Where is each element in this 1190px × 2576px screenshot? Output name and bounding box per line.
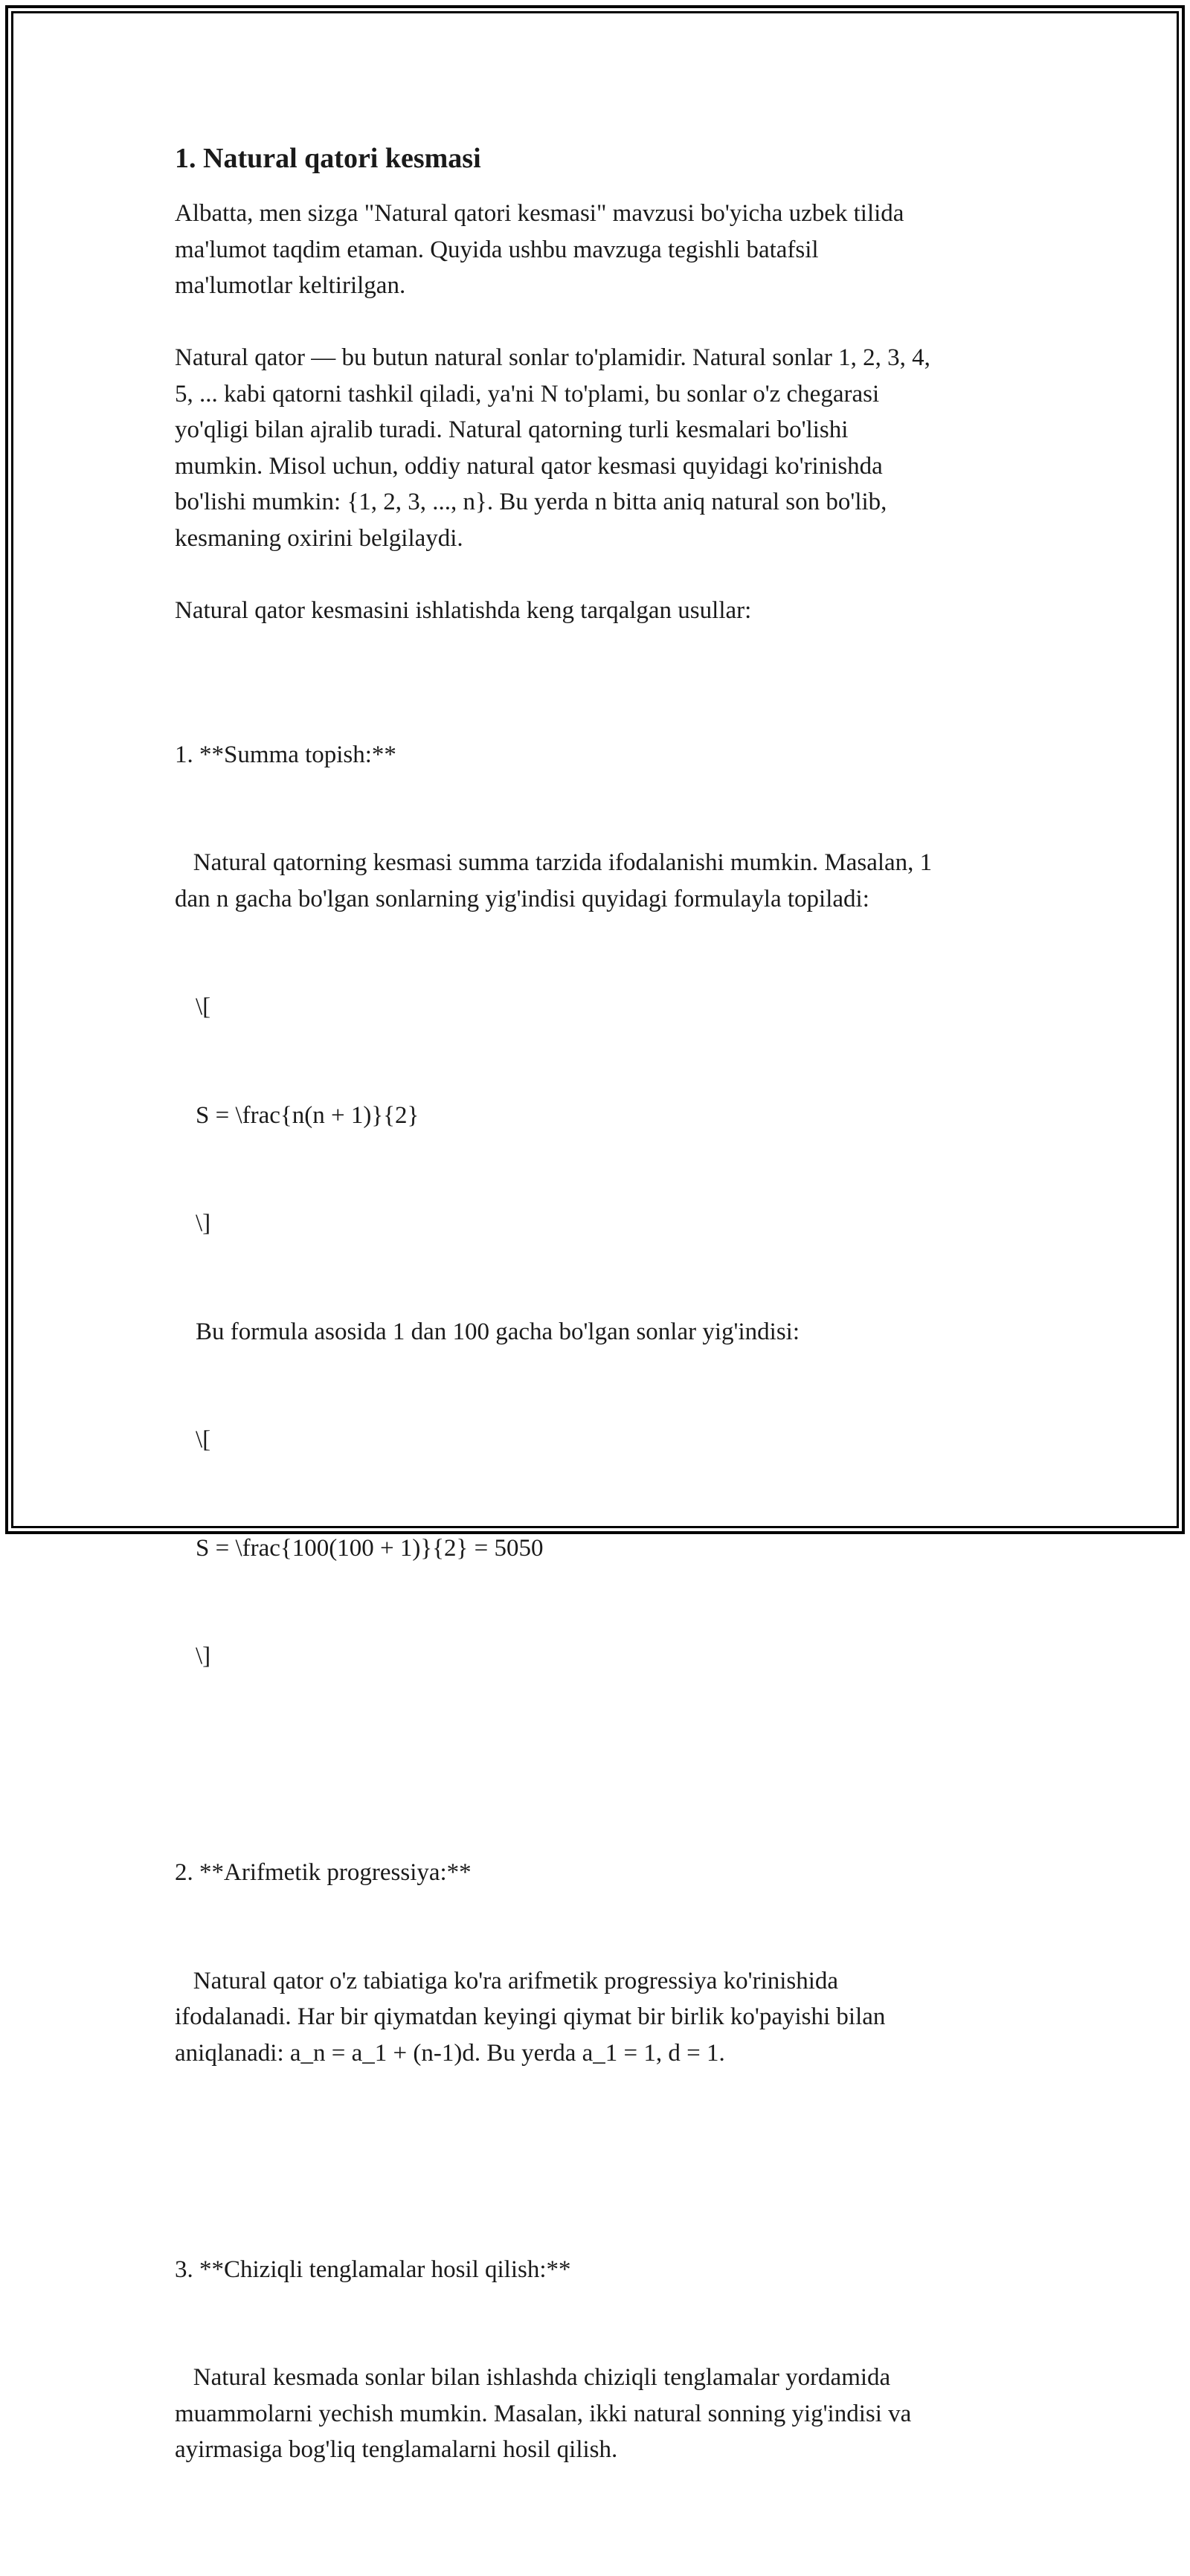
formula2-close: \] xyxy=(196,1643,211,1669)
formula1-open: \[ xyxy=(196,994,211,1020)
formula2-body: S = \frac{100(100 + 1)}{2} = 5050 xyxy=(196,1534,544,1562)
formula1-close: \] xyxy=(196,1210,211,1237)
section-summa-heading: 1. **Summa topish:** xyxy=(175,741,396,768)
section-summa xyxy=(175,665,1030,1747)
definition-paragraph: Natural qator — bu butun natural sonlar to'plamidir. Natural sonlar 1, 2, 3, 4, 5, ... kabi qatorni tashkil qiladi, ya'ni N to'plami, bu sonlar o'z chegarasi yo'qligi bilan ajralib turadi. Natural qatorning turli kesmalari bo'lishi mumkin. Misol uchun, oddiy natural qator kesmasi quyidagi ko'rinishda bo'lishi mumkin: {1, 2, 3, ..., n}. Bu yerda n bitta aniq natural son bo'lib, kesmaning oxirini belgilaydi. xyxy=(175,344,930,552)
section-chiziqli-heading: 3. **Chiziqli tenglamalar hosil qilish:** xyxy=(175,2255,571,2283)
document-body xyxy=(175,138,1030,2576)
section-summa-example-text: Bu formula asosida 1 dan 100 gacha bo'lgan sonlar yig'indisi: xyxy=(196,1318,800,1345)
section-arifmetik-heading: 2. **Arifmetik progressiya:** xyxy=(175,1859,472,1886)
intro-paragraph: Albatta, men sizga "Natural qatori kesmasi" mavzusi bo'yicha uzbek tilida ma'lumot taqdim etaman. Quyida ushbu mavzuga tegishli batafsil ma'lumotlar keltirilgan. xyxy=(175,200,904,299)
formula2-open: \[ xyxy=(196,1426,211,1453)
section-summa-text: Natural qatorning kesmasi summa tarzida ifodalanishi mumkin. Masalan, 1 dan n gacha bo'lgan sonlarning yig'indisi quyidagi formulayla topiladi: xyxy=(175,849,933,912)
formula1-body: S = \frac{n(n + 1)}{2} xyxy=(196,1101,419,1129)
section-chiziqli-text: Natural kesmada sonlar bilan ishlashda chiziqli tenglamalar yordamida muammolarni yechish mumkin. Masalan, ikki natural sonning yig'indisi va ayirmasiga bog'liq tenglamalarni hosil qilish. xyxy=(175,2364,912,2463)
methods-heading: Natural qator kesmasini ishlatishda keng tarqalgan usullar: xyxy=(175,596,752,624)
section-arifmetik-text: Natural qator o'z tabiatiga ko'ra arifmetik progressiya ko'rinishida ifodalanadi. Har bir qiymatdan keyingi qiymat bir birlik ko'payishi bilan aniqlanadi: a_n = a_1 + (n-1)d. Bu yerda a_1 = 1, d = 1. xyxy=(175,1967,886,2067)
document-title: 1. Natural qatori kesmasi xyxy=(175,143,481,174)
section-chiziqli xyxy=(175,2180,1030,2540)
section-arifmetik xyxy=(175,1783,1030,2143)
